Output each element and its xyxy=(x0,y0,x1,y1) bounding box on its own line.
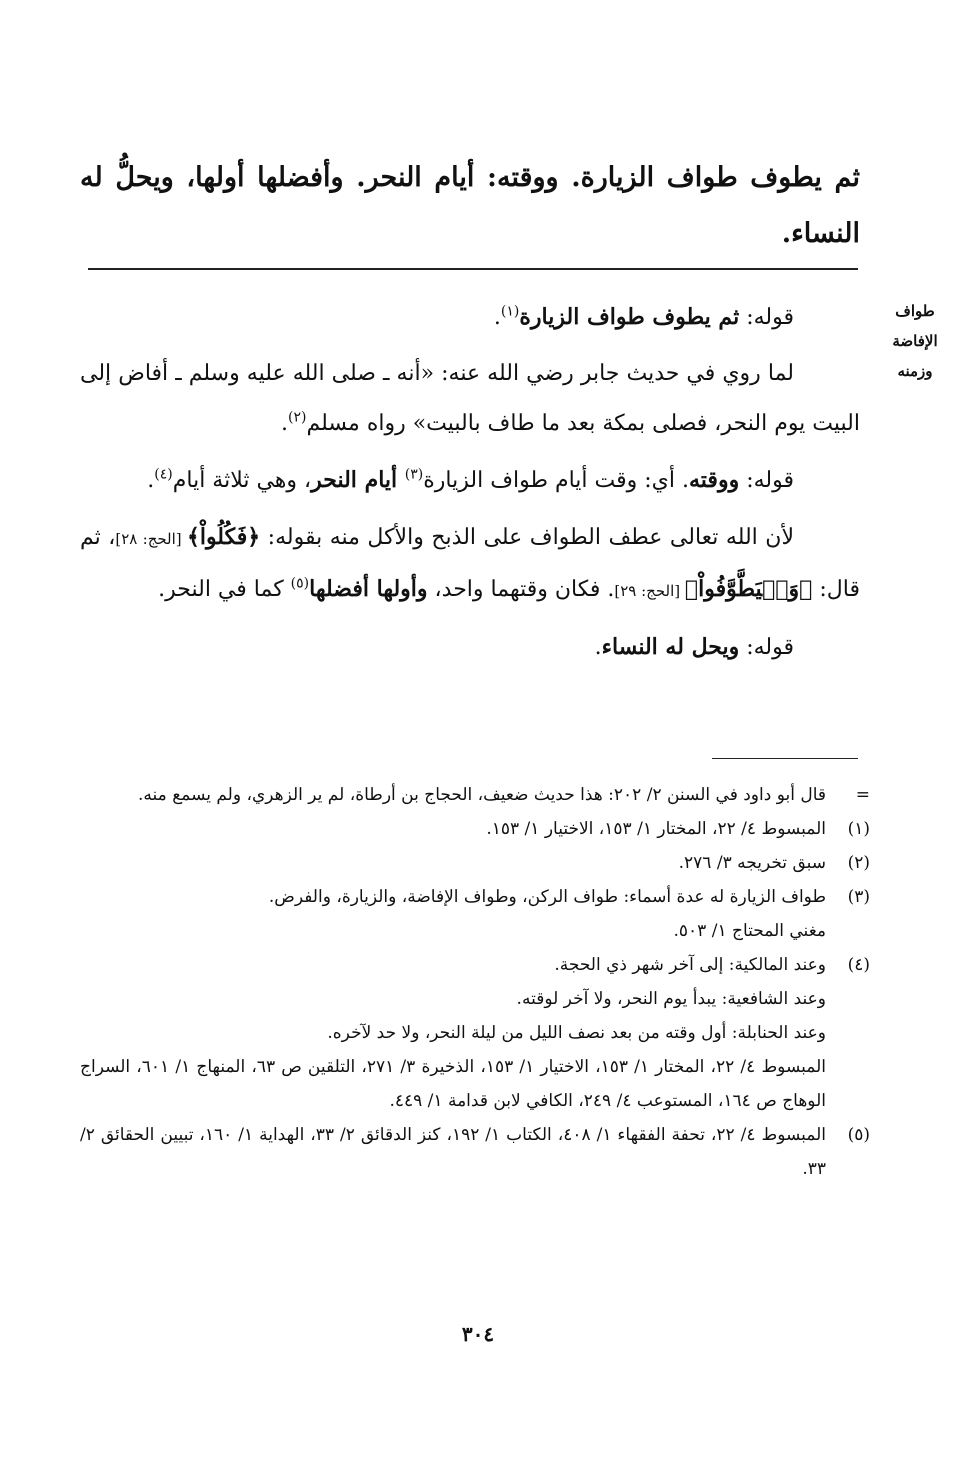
qawluh-label: قوله: xyxy=(739,305,794,330)
footnote-divider xyxy=(712,758,858,759)
commentary-paragraph xyxy=(80,349,860,449)
footnote-body xyxy=(80,1118,826,1186)
footnote-line: المبسوط ٤/ ٢٢، المختار ١/ ١٥٣، الاختيار ١/ ١٥٣، الذخيرة ٣/ ٢٧١، التلقين ص ٦٣، المنهاج ١/ ٦٠١، السراج الوهاج ص ١٦٤، المستوعب ٤/ ٢٤٩، الكافي لابن قدامة ١/ ٤٤٩. xyxy=(80,1057,826,1111)
footnote-ref: (١) xyxy=(500,303,520,320)
quoted-matn: أيام النحر xyxy=(311,467,405,493)
footnote-body xyxy=(80,948,826,1118)
quran-quote: ﴿وَلۡيَطَّوَّفُواْ﴾ xyxy=(684,576,813,602)
margin-heading-line: الإفاضة xyxy=(892,332,938,350)
footnote-ref: (٢) xyxy=(288,409,307,426)
paragraph-text: لأن الله تعالى عطف الطواف على الذبح والأكل منه بقوله: xyxy=(260,525,794,550)
footnote-line: المبسوط ٤/ ٢٢، تحفة الفقهاء ١/ ٤٠٨، الكتاب ١/ ١٩٢، كنز الدقائق ٢/ ٣٣، الهداية ١/ ١٦٠، تبيين الحقائق ٢/ ٣٣. xyxy=(80,1125,826,1179)
commentary-paragraph xyxy=(80,512,860,616)
matn-divider xyxy=(88,268,858,270)
commentary-paragraph xyxy=(80,292,860,343)
quran-reference: [الحج: ٢٨] xyxy=(115,530,187,548)
paragraph-text: ، وهي ثلاثة أيام xyxy=(172,468,312,493)
commentary xyxy=(80,292,860,679)
footnote-line: المبسوط ٤/ ٢٢، المختار ١/ ١٥٣، الاختيار ١/ ١٥٣. xyxy=(486,819,826,839)
footnote-line: وعند الشافعية: يبدأ يوم النحر، ولا آخر لوقته. xyxy=(516,989,826,1009)
qawluh-label: قوله: xyxy=(739,635,794,660)
matn-sentence: ثم يطوف طواف الزيارة. ووقته: أيام النحر. وأفضلها أولها، ويحلُّ له النساء. xyxy=(80,162,860,249)
page-number: ٣٠٤ xyxy=(461,1322,495,1346)
footnote xyxy=(80,812,870,846)
footnote-ref: (٣) xyxy=(404,466,424,483)
footnote-ref: (٥) xyxy=(290,575,310,592)
footnote-body xyxy=(80,812,826,846)
margin-heading xyxy=(878,296,952,386)
footnote-line: سبق تخريجه ٣/ ٢٧٦. xyxy=(678,853,826,873)
footnote-body xyxy=(80,880,826,948)
paragraph-text: لما روي في حديث جابر رضي الله عنه: «أنه ـ صلى الله عليه وسلم ـ أفاض إلى البيت يوم النحر، فصلى بمكة بعد ما طاف بالبيت» رواه مسلم xyxy=(80,361,860,436)
margin-heading-line: طواف xyxy=(895,302,935,320)
footnote-number: (٢) xyxy=(847,853,870,873)
footnote xyxy=(80,880,870,948)
commentary-paragraph xyxy=(80,622,860,673)
quoted-matn: وأولها أفضلها xyxy=(309,576,428,602)
margin-heading-line: وزمنه xyxy=(897,362,933,380)
quran-reference: [الحج: ٢٩] xyxy=(614,582,685,600)
footnote-number: = xyxy=(855,785,870,805)
commentary-paragraph xyxy=(80,455,860,506)
footnote-line: مغني المحتاج ١/ ٥٠٣. xyxy=(673,921,826,941)
footnote-line: طواف الزيارة له عدة أسماء: طواف الركن، وطواف الإفاضة، والزيارة، والفرض. xyxy=(268,887,826,907)
punctuation: . xyxy=(594,635,602,660)
footnote-line: قال أبو داود في السنن ٢/ ٢٠٢: هذا حديث ضعيف، الحجاج بن أرطاة، لم ير الزهري، ولم يسمع منه. xyxy=(138,785,826,805)
qawluh-label: قوله: xyxy=(739,468,794,493)
footnote-body xyxy=(80,846,826,880)
footnote-number: (٥) xyxy=(847,1125,870,1145)
punctuation: . xyxy=(281,411,289,436)
footnote-number: (٣) xyxy=(847,887,870,907)
footnote-number: (١) xyxy=(847,819,870,839)
matn-text xyxy=(80,150,860,262)
quoted-matn: ويحل له النساء xyxy=(601,634,740,660)
paragraph-text: ، ثم قال: xyxy=(80,525,860,602)
quoted-matn: ووقته xyxy=(689,467,740,493)
footnote-line: وعند المالكية: إلى آخر شهر ذي الحجة. xyxy=(554,955,826,975)
footnote-number: (٤) xyxy=(847,955,870,975)
footnote-ref: (٤) xyxy=(154,466,173,483)
footnotes xyxy=(80,778,870,1186)
quran-quote: ﴿فَكُلُواْ﴾ xyxy=(186,524,261,550)
punctuation: . xyxy=(147,468,155,493)
footnote xyxy=(80,846,870,880)
paragraph-text: . فكان وقتهما واحد، xyxy=(427,577,615,602)
footnote-body xyxy=(80,778,826,812)
footnote xyxy=(80,778,870,812)
quoted-matn: ثم يطوف طواف الزيارة xyxy=(519,304,740,330)
footnote-line: وعند الحنابلة: أول وقته من بعد نصف الليل من ليلة النحر، ولا حد لآخره. xyxy=(327,1023,826,1043)
footnote xyxy=(80,948,870,1118)
paragraph-text: . أي: وقت أيام طواف الزيارة xyxy=(423,468,689,493)
paragraph-text: كما في النحر. xyxy=(158,577,291,602)
punctuation: . xyxy=(493,305,501,330)
footnote xyxy=(80,1118,870,1186)
